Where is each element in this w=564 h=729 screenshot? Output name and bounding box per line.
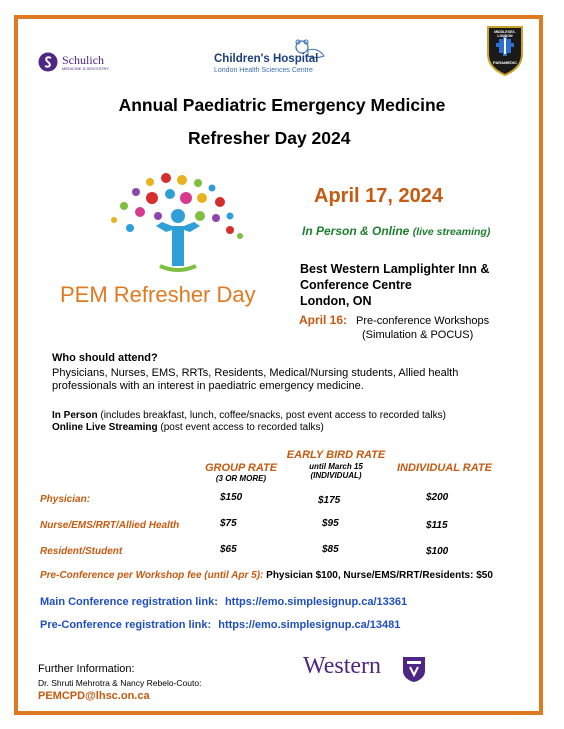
venue-line-2: Conference Centre [300, 278, 412, 292]
main-registration-link[interactable]: https://emo.simplesignup.ca/13361 [224, 596, 408, 608]
title-line-2: Refresher Day 2024 [188, 128, 351, 148]
rate-label-resident: Resident/Student [40, 546, 123, 557]
rate-individual-physician: $200 [426, 492, 449, 503]
contact-names: Dr. Shruti Mehrotra & Nancy Rebelo-Couto: [38, 678, 202, 688]
rate-label-nurse: Nurse/EMS/RRT/Allied Health [40, 520, 180, 531]
online-label: Online Live Streaming [52, 422, 158, 433]
paramedic-top-text: MIDDLESEX-LONDON [494, 30, 516, 38]
audience-heading: Who should attend? [52, 352, 158, 364]
event-mode [302, 224, 490, 238]
contact-email[interactable]: PEMCPD@lhsc.on.ca [38, 690, 150, 702]
in-person-label: In Person [52, 410, 98, 421]
venue-line-1: Best Western Lamplighter Inn & [300, 262, 490, 276]
western-logo [303, 653, 381, 680]
rate-label-physician: Physician: [40, 494, 91, 505]
schulich-logo [38, 52, 110, 77]
rate-individual-nurse: $115 [426, 520, 448, 531]
title-line-1: Annual Paediatric Emergency Medicine [118, 95, 446, 115]
rate-group-physician: $150 [220, 492, 243, 503]
pem-logo-text: PEM Refresher Day [60, 282, 256, 307]
event-mode-main: In Person & Online [302, 224, 410, 238]
childrens-hospital-logo [212, 38, 352, 80]
workshop-fee [40, 570, 493, 581]
early-bird-sub-2: (INDIVIDUAL) [310, 471, 362, 480]
contact-heading: Further Information: [38, 663, 135, 675]
precon-date: April 16: [299, 313, 348, 327]
rate-early-resident: $85 [322, 544, 339, 555]
paramedic-bottom-text: PARAMEDIC [493, 60, 517, 65]
audience-text [52, 367, 458, 393]
event-date: April 17, 2024 [314, 185, 443, 207]
page-border [14, 15, 543, 715]
workshop-fee-value: Physician $100, Nurse/EMS/RRT/Residents: $50 [266, 570, 493, 581]
pem-tree-icon [90, 170, 270, 278]
group-rate-sub: (3 OR MORE) [215, 474, 267, 483]
pre-registration [40, 619, 400, 631]
online-text: (post event access to recorded talks) [160, 422, 324, 433]
pem-logo [60, 170, 270, 310]
rate-group-resident: $65 [220, 544, 237, 555]
childrens-name: Children's Hospital [214, 53, 319, 65]
event-mode-note: (live streaming) [412, 226, 491, 238]
group-rate-title: GROUP RATE [204, 462, 278, 474]
online-note [52, 422, 324, 433]
pre-registration-label: Pre-Conference registration link: [40, 619, 212, 631]
early-bird-sub-1: until March 15 [309, 462, 363, 471]
in-person-text: (includes breakfast, lunch, coffee/snacks, post event access to recorded talks) [100, 410, 446, 421]
main-registration [40, 596, 407, 608]
individual-rate-header: INDIVIDUAL RATE [397, 462, 492, 474]
group-rate-header [196, 462, 286, 483]
western-wordmark: Western [303, 653, 382, 679]
schulich-emblem-icon [38, 52, 58, 72]
venue-line-3: London, ON [300, 294, 372, 308]
schulich-name: Schulich [62, 53, 104, 67]
rate-individual-resident: $100 [426, 546, 449, 557]
pre-registration-link[interactable]: https://emo.simplesignup.ca/13481 [218, 619, 401, 631]
rate-early-nurse: $95 [322, 518, 339, 529]
rate-group-nurse: $75 [220, 518, 237, 529]
early-bird-title: EARLY BIRD RATE [286, 449, 386, 461]
schulich-sub: MEDICINE & DENTISTRY [62, 66, 110, 71]
precon-line-2: (Simulation & POCUS) [362, 329, 474, 341]
western-crest-icon [401, 655, 427, 683]
precon-line-1: Pre-conference Workshops [356, 315, 490, 327]
audience-line-1: Physicians, Nurses, EMS, RRTs, Residents, Medical/Nursing students, Allied health [52, 367, 459, 379]
venue [300, 261, 489, 309]
in-person-note [52, 410, 446, 421]
main-registration-label: Main Conference registration link: [40, 596, 218, 608]
childrens-sub: London Health Sciences Centre [214, 67, 313, 74]
workshop-fee-label: Pre-Conference per Workshop fee (until Apr 5): [40, 570, 264, 581]
early-bird-header [280, 449, 392, 480]
rate-early-physician: $175 [318, 495, 341, 506]
audience-line-2: professionals with an interest in paediatric emergency medicine. [52, 380, 364, 392]
precon-description [356, 314, 489, 342]
paramedic-badge [484, 24, 526, 81]
